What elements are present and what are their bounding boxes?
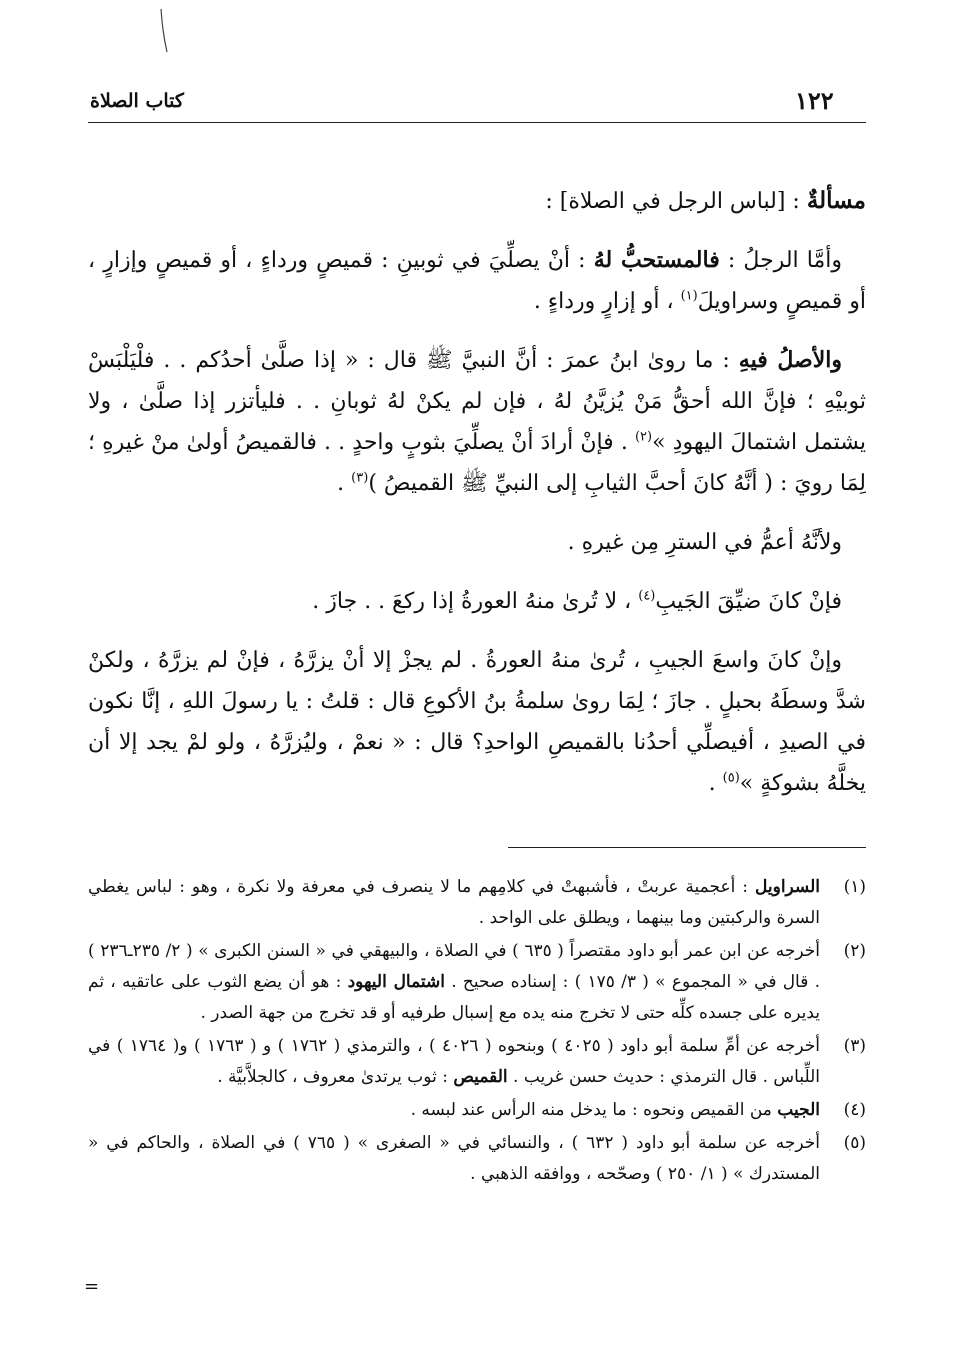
fn3-body-a: أخرجه عن أمِّ سلمة أبو داود ( ٤٠٢٥ ) وبنحوه ( ٤٠٢٦ ) ، والترمذي ( ١٧٦٢ ) و ( ١٧٦٣ ) و( ١٧٦٤ ) في اللِّباس . قال الترمذي : حديث حسن غريب . <box>88 1036 821 1087</box>
footnote-text <box>88 872 820 934</box>
footnote-3 <box>88 1031 866 1093</box>
footnote-4 <box>88 1095 866 1126</box>
paragraph-4 <box>88 581 866 622</box>
paragraph-3: ولأنَّهُ أعمُّ في السترِ مِن غيرهِ . <box>567 530 842 555</box>
running-header-title: كتاب الصلاة <box>90 90 184 112</box>
fn1-bold: السراويل <box>755 877 820 897</box>
footnote-ref-5: (٥) <box>722 770 740 786</box>
main-text <box>88 180 866 804</box>
footnote-ref-2: (٢) <box>634 429 653 445</box>
footnote-number: (٣) <box>843 1036 866 1056</box>
p2-bold: والأصلُ فيهِ <box>738 347 842 373</box>
p4-text-a: فإنْ كانَ ضيِّقَ الجَيبِ <box>655 589 842 614</box>
fn2-bold: اشتمال اليهود <box>347 972 446 992</box>
fn4-body: من القميص ونحوه : ما يدخل منه الرأس عند لبسه . <box>410 1100 778 1120</box>
fn2-body-a: أخرجه عن ابن عمر أبو داود مقتصراً ( ٦٣٥ ) في الصلاة ، والبيهقي في « السنن الكبرى » ( ٢/ ٢٣٥ـ٢٣٦ ) . قال في « المجموع » ( ٣/ ١٧٥ ) : إسناده صحيح . <box>88 941 821 992</box>
p5-text-b: . <box>708 771 723 796</box>
footnote-number: (٤) <box>843 1100 866 1120</box>
footnote-5 <box>88 1128 866 1190</box>
p1-text-c: ، أو إزارٍ ورداءٍ . <box>533 289 681 314</box>
footnote-text <box>88 1031 820 1093</box>
p4-text-b: ، لا تُرىٰ منهُ العورةُ إذا ركعَ . . جازَ . <box>312 589 639 614</box>
p1-bold: فالمستحبُّ لهُ <box>593 247 720 273</box>
p2-text-c: . <box>337 471 352 496</box>
footnote-ref-3: (٣) <box>351 470 369 486</box>
p1-text-b: : أنْ يصلِّيَ في ثوبينِ : قميصٍ ورداءٍ ، أو قميصٍ وإزارٍ ، أو قميصٍ وسراويلَ <box>88 248 866 314</box>
fn1-body: : أعجمية عربتْ ، فأشبهتْ في كلامِهم ما لا ينصرف في معرفة ولا نكرة ، وهو : لباس يغطي السرة والركبتين وما بينهما ، ويطلق على الواحد . <box>88 877 820 928</box>
p1-text-a: وأمَّا الرجلُ : <box>719 248 842 273</box>
footnote-text: أخرجه عن سلمة أبو داود ( ٦٣٢ ) ، والنسائي في « الصغرى » ( ٧٦٥ ) في الصلاة ، والحاكم في « المستدرك » ( ١/ ٢٥٠ ) وصحّحه ، ووافقه الذهبي . <box>88 1133 820 1184</box>
footnote-text <box>88 936 820 1029</box>
fn4-bold: الجيب <box>777 1100 820 1120</box>
issue-label: مسألةٌ <box>806 187 866 214</box>
footnote-2 <box>88 936 866 1029</box>
footnote-number: (١) <box>843 877 866 897</box>
footnote-text <box>88 1095 820 1126</box>
paragraph-1 <box>88 240 866 322</box>
paragraph-2 <box>88 340 866 504</box>
fn3-bold: القميص <box>453 1067 508 1087</box>
header-rule <box>88 122 866 123</box>
margin-pen-stroke <box>158 8 170 54</box>
footnote-number: (٢) <box>843 941 866 961</box>
footnote-ref-1: (١) <box>680 288 698 304</box>
p2-text-b: . فإنْ أرادَ أنْ يصلِّيَ بثوبٍ واحدٍ . . فالقميصُ أولىٰ منْ غيرهِ ؛ لِمَا رويَ : ( أنَّهُ كانَ أحبَّ الثيابِ إلى النبيِّ ﷺ القميصُ ) <box>88 430 866 496</box>
p2-text-a: : ما رویٰ ابنُ عمرَ : أنَّ النبيَّ ﷺ قال : « إذا صلَّىٰ أحدُكم . . فلْيَلْبَسْ ثوبيْهِ ؛ فإنَّ الله أحقُّ مَنْ يُزيَّنُ لهُ ، فإن لم يكنْ لهُ ثوبانِ . . فليأتزر إذا صلَّىٰ ، ولا يشتمل اشتمالَ اليهودِ » <box>88 348 867 455</box>
paragraph-5 <box>88 640 866 804</box>
margin-equals-mark: = <box>84 1276 100 1297</box>
footnote-ref-4: (٤) <box>638 588 656 604</box>
footnotes <box>88 872 866 1192</box>
issue-heading <box>88 180 866 222</box>
p5-text-a: وإنْ كانَ واسعَ الجيبِ ، تُرىٰ منهُ العورةُ . لم يجزْ إلا أنْ يزرَّهُ ، فإنْ لم يزرَّهُ ، ولكنْ شدَّ وسطَهُ بحبلٍ . جازَ ؛ لِمَا رویٰ سلمةُ بنُ الأكوعِ قال : قلتُ : يا رسولَ اللهِ ، إنَّا نكون في الصيدِ ، أفيصلِّي أحدُنا بالقميصِ الواحدِ؟ قال : « نعمْ ، وليُزرَّهُ ، ولو لمْ يجد إلا أن يخلَّهُ بشوكةٍ » <box>88 648 866 796</box>
fn3-body-b: : ثوب يرتدىٰ معروف ، كالجلاَّبيَّة . <box>217 1067 454 1087</box>
footnote-number: (٥) <box>843 1133 866 1153</box>
footnote-1 <box>88 872 866 934</box>
fn2-body-b: : هو أن يضع الثوب على عاتقيه ، ثم يديره على جسده كلِّه حتى لا تخرج منه يده مع إسبال طرفيه أو قد تخرج من جهة الصدر . <box>88 972 820 1023</box>
issue-title: : [لباس الرجل في الصلاة] : <box>545 189 807 214</box>
footnote-rule <box>508 847 866 848</box>
page-number: ١٢٢ <box>795 86 834 115</box>
